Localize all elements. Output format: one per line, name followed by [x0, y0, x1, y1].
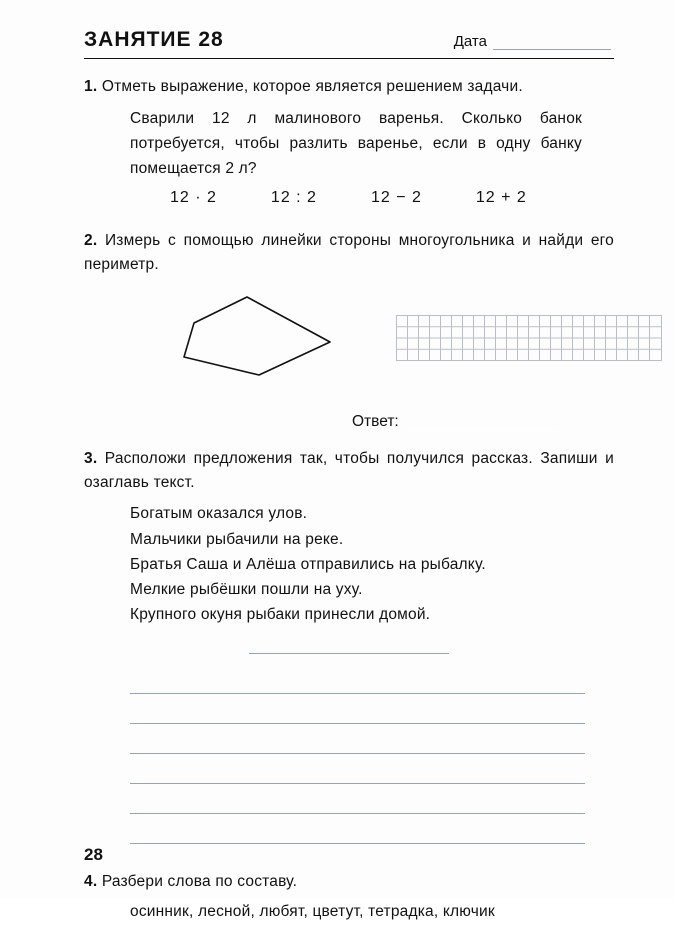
expression-option-2[interactable]: 12 : 2 [270, 189, 317, 207]
task-1-expressions [170, 189, 614, 207]
page-number: 28 [84, 845, 103, 864]
task-3-number: 3. [84, 450, 98, 468]
task-2-answer[interactable] [352, 413, 614, 431]
task-1 [84, 75, 614, 207]
writing-line[interactable] [130, 724, 585, 754]
writing-line[interactable] [130, 814, 585, 844]
task-3-prompt-text: Расположи предложения так, чтобы получился рассказ. Запиши и озаглавь текст. [84, 450, 614, 492]
sentence-item: Богатым оказался улов. [130, 505, 308, 523]
answer-input-line[interactable] [407, 416, 557, 431]
task-4 [84, 870, 614, 925]
task-3-sentences [130, 501, 614, 627]
expression-option-3[interactable]: 12 − 2 [370, 189, 422, 207]
writing-line[interactable] [130, 784, 585, 814]
measurement-grid [396, 315, 664, 370]
answer-label: Ответ: [352, 413, 399, 431]
task-2-number: 2. [84, 232, 98, 250]
text-title-input-line[interactable] [249, 643, 449, 654]
sentence-item: Мелкие рыбёшки пошли на уху. [130, 580, 363, 598]
page-title: ЗАНЯТИЕ 28 [84, 28, 224, 51]
task-1-prompt [84, 75, 614, 99]
task-2 [84, 229, 614, 431]
task-4-prompt-text: Разбери слова по составу. [101, 873, 298, 891]
worksheet-header [84, 28, 614, 52]
task-4-prompt [84, 870, 614, 894]
task-3-prompt [84, 447, 614, 495]
expression-option-4[interactable]: 12 + 2 [475, 189, 527, 207]
task-2-prompt-text: Измерь с помощью линейки стороны многоугольника и найди его периметр. [84, 232, 614, 274]
task-4-words: осинник, лесной, любят, цветут, тетрадка, ключик [130, 903, 495, 921]
worksheet-content [84, 28, 614, 939]
task-3-writing-area [84, 664, 614, 844]
task-2-figure-row [84, 289, 614, 399]
sentence-item: Братья Саша и Алёша отправились на рыбалку. [130, 555, 486, 573]
task-1-prompt-text: Отметь выражение, которое является решением задачи. [101, 78, 523, 95]
task-2-prompt [84, 229, 614, 277]
date-input-line[interactable] [493, 35, 611, 50]
date-label: Дата [453, 33, 487, 50]
sentence-item: Крупного окуня рыбаки принесли домой. [130, 605, 431, 623]
polygon-figure [132, 289, 382, 399]
task-1-number: 1. [84, 78, 98, 95]
header-divider [84, 58, 614, 59]
task-1-problem: Сварили 12 л малинового варенья. Сколько банок потребуется, чтобы разлить варенье, если в одну банку помещается 2 л? [130, 110, 582, 177]
task-3 [84, 447, 614, 844]
writing-line[interactable] [130, 664, 585, 694]
expression-option-1[interactable]: 12 · 2 [170, 189, 217, 207]
writing-line[interactable] [130, 694, 585, 724]
sentence-item: Мальчики рыбачили на реке. [130, 530, 344, 548]
writing-line[interactable] [130, 754, 585, 784]
task-4-number: 4. [84, 873, 98, 891]
date-field[interactable] [454, 33, 611, 50]
